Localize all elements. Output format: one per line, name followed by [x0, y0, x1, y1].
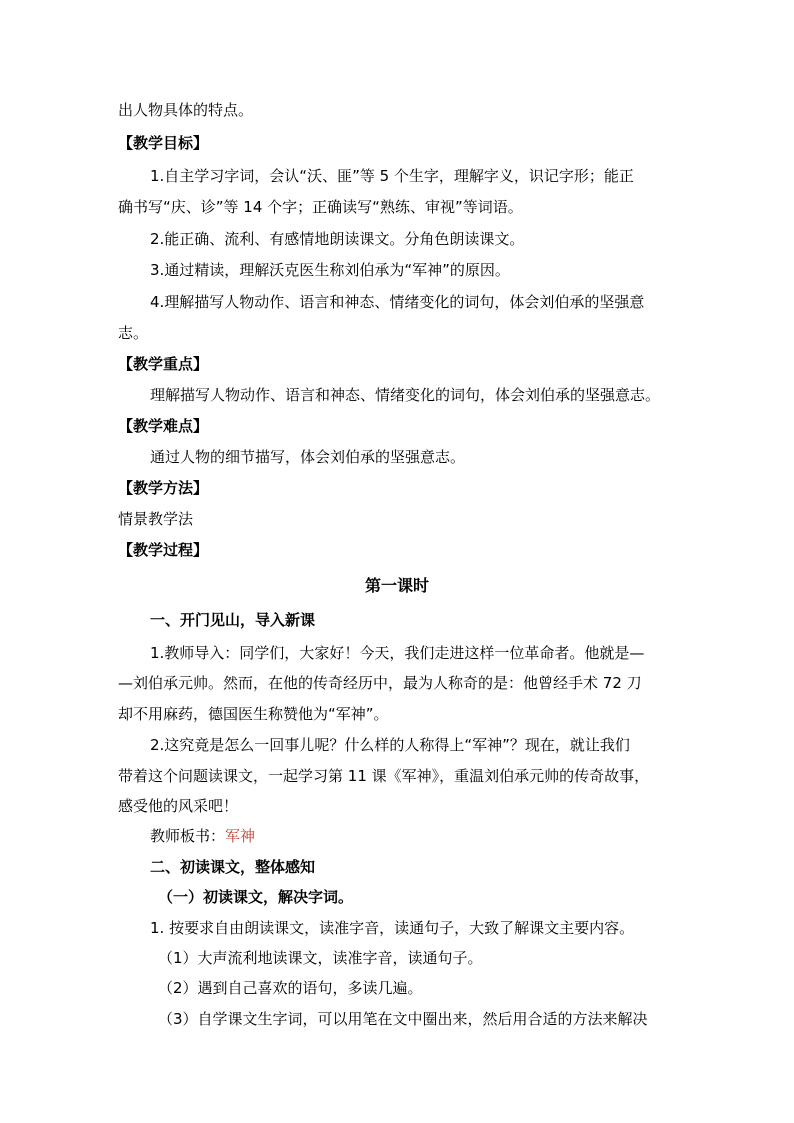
text-line: 出人物具体的特点。: [118, 101, 254, 119]
objective-3: 3.通过精读，理解沃克医生称刘伯承为“军神”的原因。: [150, 261, 510, 279]
step-1-paragraph-2-cont2: 感受他的风采吧！: [118, 797, 239, 815]
step-2-sub-heading: （一）初读课文，解决字词。: [158, 888, 354, 906]
section-heading-keypoints: 【教学重点】: [118, 355, 209, 373]
step-2-item-1-3: （3）自学课文生字词，可以用笔在文中圈出来，然后用合适的方法来解决: [158, 1010, 648, 1028]
objective-2: 2.能正确、流利、有感情地朗读课文。分角色朗读课文。: [150, 230, 525, 248]
objective-1: 1.自主学习字词，会认“沃、匪”等 5 个生字，理解字义，识记字形；能正: [150, 167, 634, 185]
lesson-title: 第一课时: [364, 576, 429, 595]
section-heading-process: 【教学过程】: [118, 541, 209, 559]
step-2-item-1-2: （2）遇到自己喜欢的语句，多读几遍。: [158, 979, 423, 997]
method-text: 情景教学法: [118, 510, 194, 528]
section-heading-method: 【教学方法】: [118, 479, 209, 497]
objective-1-cont: 确书写“庆、诊”等 14 个字；正确读写“熟练、审视”等词语。: [118, 198, 523, 216]
board-writing-label: 教师板书：: [150, 827, 226, 845]
step-1-paragraph-1-cont: —刘伯承元帅。然而，在他的传奇经历中，最为人称奇的是：他曾经手术 72 刀: [118, 674, 642, 692]
keypoints-text: 理解描写人物动作、语言和神态、情绪变化的词句，体会刘伯承的坚强意志。: [150, 386, 661, 404]
section-heading-objectives: 【教学目标】: [118, 134, 209, 152]
objective-4: 4.理解描写人物动作、语言和神态、情绪变化的词句，体会刘伯承的坚强意: [150, 293, 645, 311]
difficulties-text: 通过人物的细节描写，体会刘伯承的坚强意志。: [150, 448, 466, 466]
section-heading-difficulties: 【教学难点】: [118, 417, 209, 435]
step-2-heading: 二、初读课文，整体感知: [150, 858, 316, 876]
board-writing-word: 军神: [225, 827, 256, 845]
step-2-item-1-1: （1）大声流利地读课文，读准字音，读通句子。: [158, 949, 483, 967]
step-1-heading: 一、开门见山，导入新课: [150, 611, 316, 629]
step-1-paragraph-1: 1.教师导入：同学们，大家好！今天，我们走进这样一位革命者。他就是—: [150, 644, 645, 662]
step-2-item-1: 1. 按要求自由朗读课文，读准字音，读通句子，大致了解课文主要内容。: [150, 919, 635, 937]
step-1-paragraph-1-cont2: 却不用麻药，德国医生称赞他为“军神”。: [118, 705, 389, 723]
objective-4-cont: 志。: [118, 324, 149, 342]
step-1-paragraph-2: 2.这究竟是怎么一回事儿呢？什么样的人称得上“军神”？现在，就让我们: [150, 736, 630, 754]
board-writing: [150, 826, 710, 846]
step-1-paragraph-2-cont: 带着这个问题读课文，一起学习第 11 课《军神》，重温刘伯承元帅的传奇故事，: [118, 767, 650, 785]
